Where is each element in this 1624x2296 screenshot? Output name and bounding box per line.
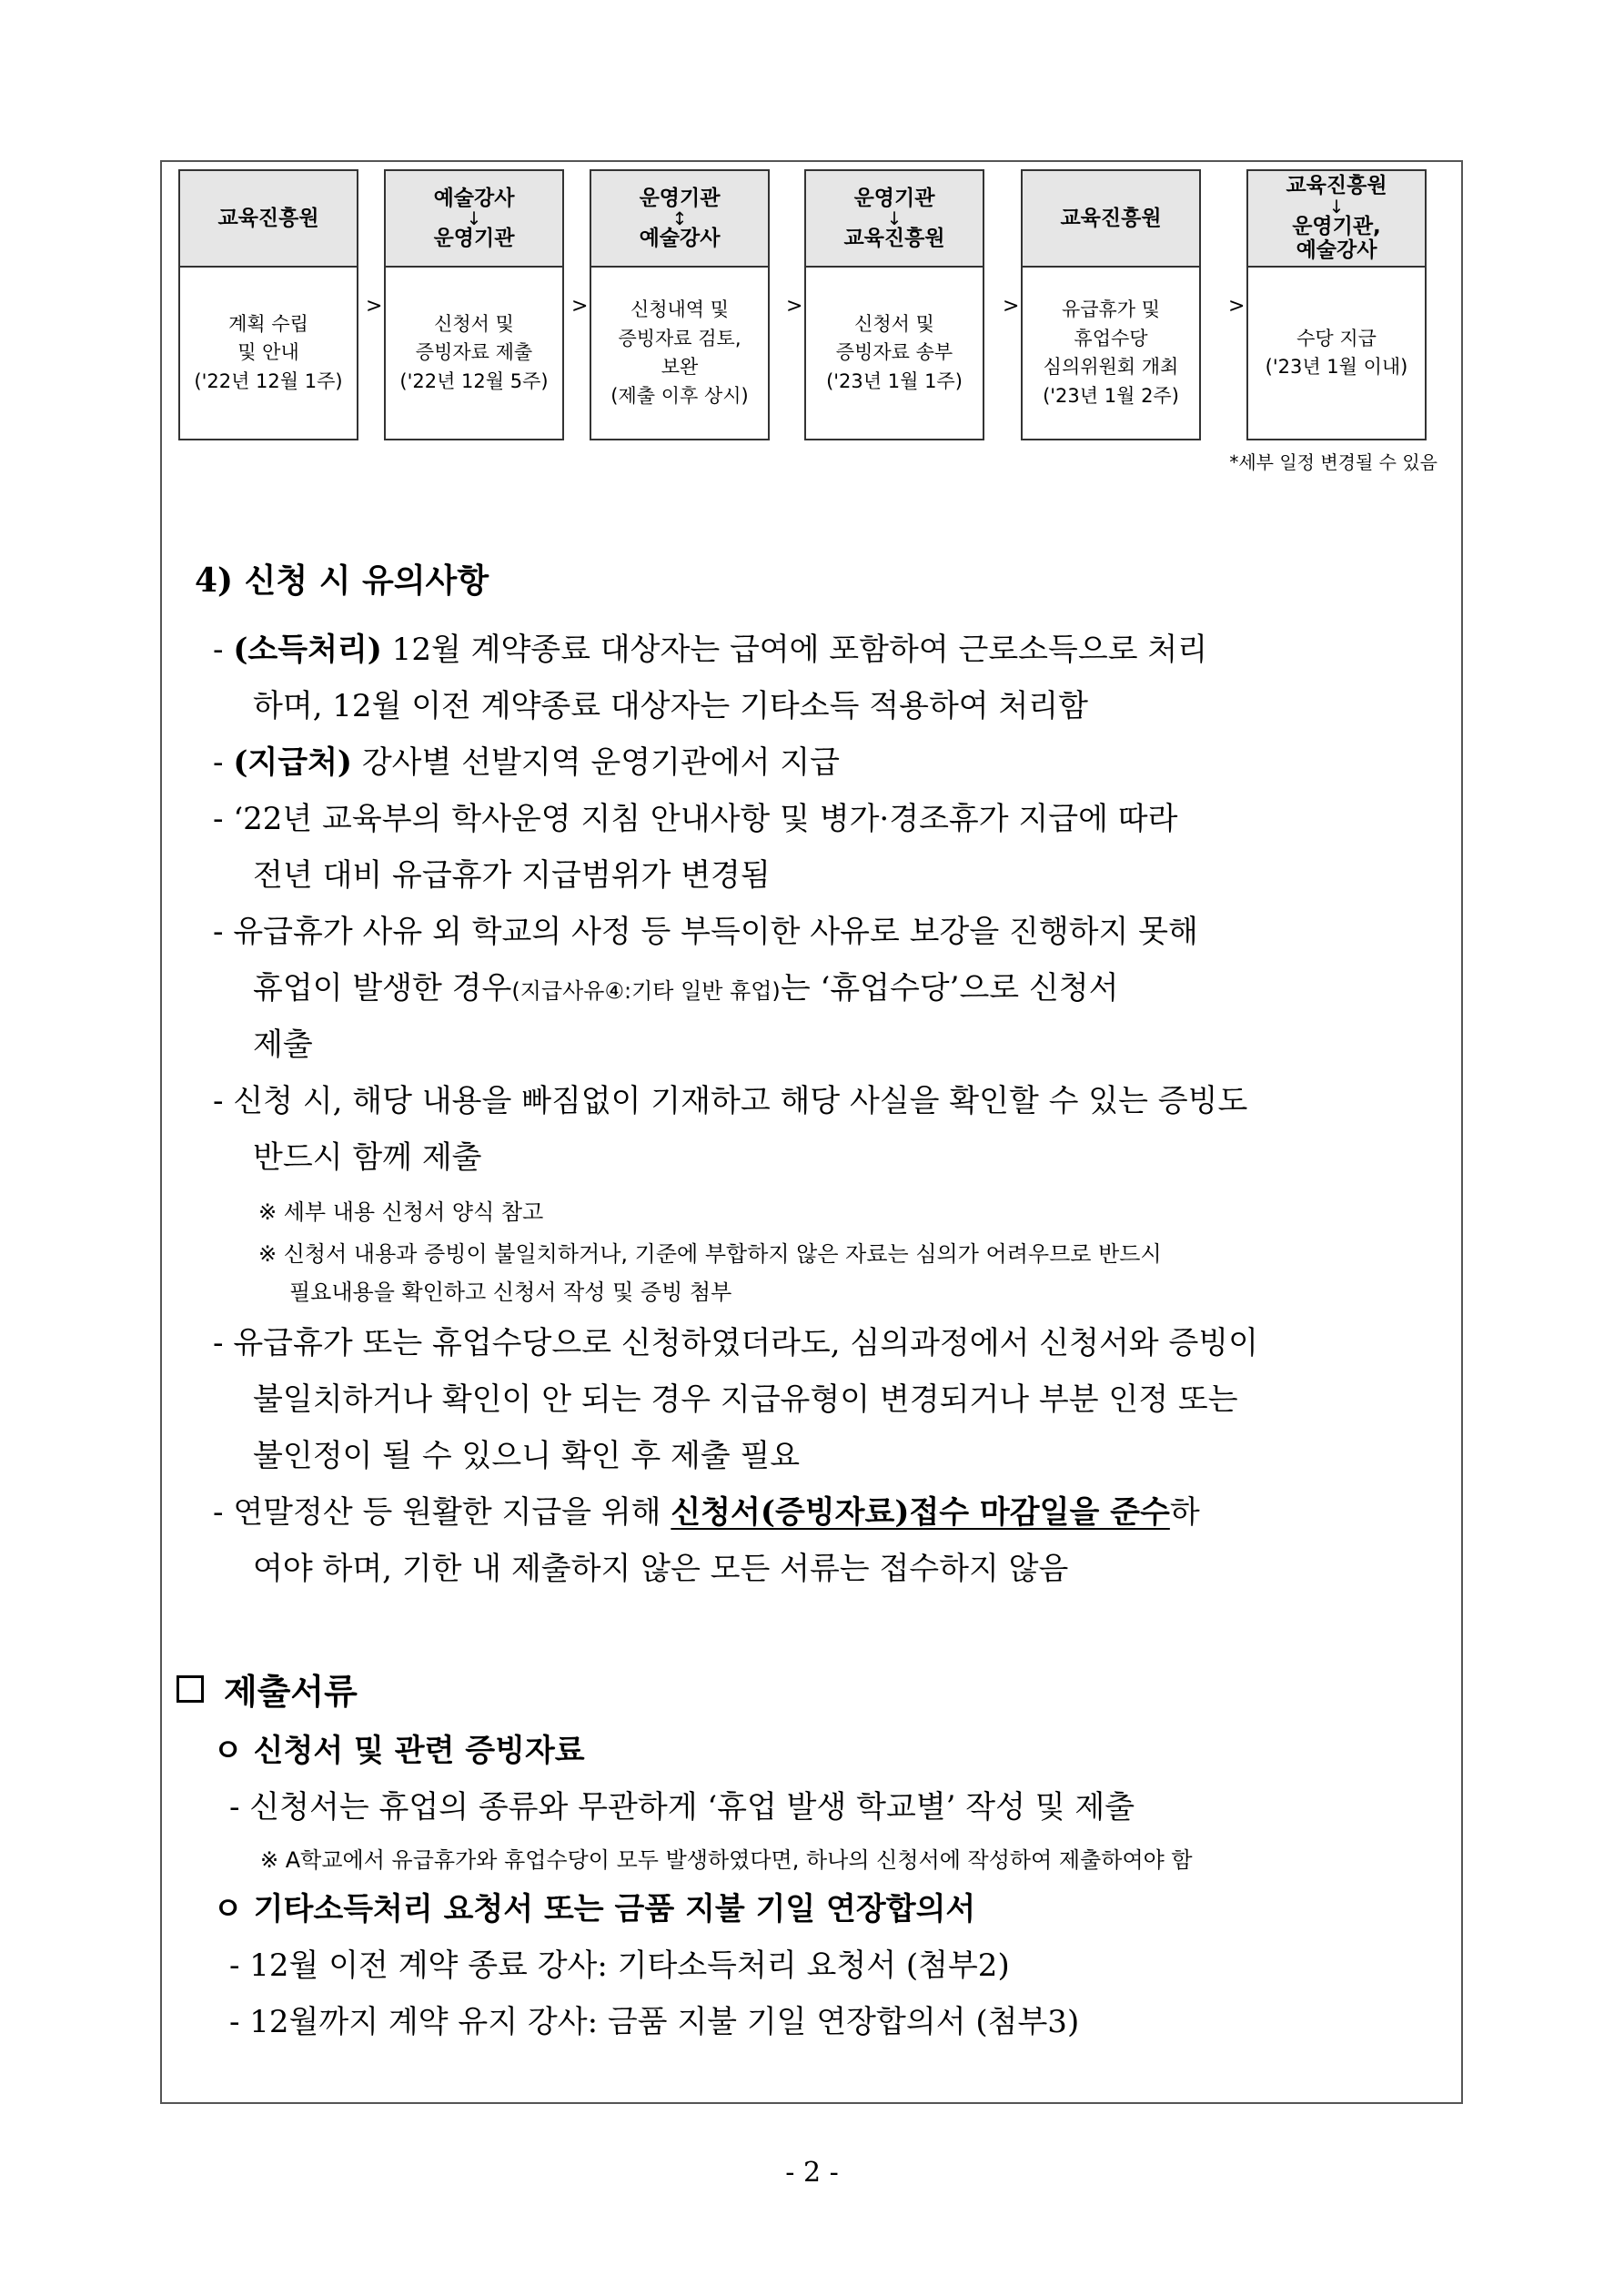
step-head-label: 운영기관 xyxy=(433,227,515,250)
item-text: 강사별 선발지역 운영기관에서 지급 xyxy=(352,744,840,781)
docs-subheading: ㅇ 신청서 및 관련 증빙자료 xyxy=(213,1733,585,1769)
step-body-line: ('23년 1월 1주) xyxy=(826,369,963,392)
step-head-label: 예술강사 xyxy=(1296,238,1377,263)
content-frame xyxy=(160,160,1463,2104)
item-text: 하 xyxy=(1169,1494,1200,1531)
step-body-line: 및 안내 xyxy=(237,341,299,364)
docs-item: - 12월까지 계약 유지 강사: 금품 지불 기일 연장합의서 (첨부3) xyxy=(229,2004,1080,2040)
step-body-line: 증빙자료 제출 xyxy=(415,341,533,364)
flow-arrow-icon: ↓ xyxy=(466,207,482,229)
step-head-label: 교육진흥원 xyxy=(217,206,319,230)
step-body-line: 심의위원회 개최 xyxy=(1043,356,1179,378)
dash: - xyxy=(213,632,224,668)
docs-note: ※ A학교에서 유급휴가와 휴업수당이 모두 발생하였다면, 하나의 신청서에 작성하여 제출하여야 함 xyxy=(260,1847,1193,1873)
list-item xyxy=(213,794,1177,838)
step-body-line: 수당 지급 xyxy=(1296,327,1377,349)
flow-arrow-icon: ↓ xyxy=(1328,195,1345,217)
step-body-line: 신청서 및 xyxy=(854,312,934,335)
list-item-cont xyxy=(253,963,1118,1007)
dash: - xyxy=(213,1083,224,1119)
step-head xyxy=(590,169,770,268)
step-body-line: ('22년 12월 1주) xyxy=(194,369,343,392)
flow-step-1 xyxy=(178,169,358,440)
dash: - xyxy=(213,1325,224,1361)
step-body-line: 신청내역 및 xyxy=(630,298,730,320)
item-text: 는 ‘휴업수당’으로 신청서 xyxy=(780,970,1119,1006)
list-item-cont: 하며, 12월 이전 계약종료 대상자는 기타소득 적용하여 처리함 xyxy=(253,688,1088,724)
list-item-cont: 제출 xyxy=(253,1027,313,1063)
item-text: 연말정산 등 원활한 지급을 위해 xyxy=(233,1494,671,1531)
step-body-line: 휴업수당 xyxy=(1074,327,1148,349)
list-item-cont: 전년 대비 유급휴가 지급범위가 변경됨 xyxy=(253,857,771,894)
step-body xyxy=(1021,268,1201,440)
list-item-cont: 불일치하거나 확인이 안 되는 경우 지급유형이 변경되거나 부분 인정 또는 xyxy=(253,1381,1238,1418)
flow-step-2 xyxy=(384,169,564,440)
list-item-cont: 반드시 함께 제출 xyxy=(253,1139,482,1176)
emphasis-deadline: 신청서(증빙자료)접수 마감일을 준수 xyxy=(671,1494,1170,1531)
flow-step-4 xyxy=(804,169,984,440)
item-text: 12월 계약종료 대상자는 급여에 포함하여 근로소득으로 처리 xyxy=(381,632,1208,668)
reference-note: ※ 세부 내용 신청서 양식 참고 xyxy=(258,1199,544,1225)
step-body-line: 계획 수립 xyxy=(228,312,308,335)
list-item xyxy=(213,906,1198,951)
item-text: ‘22년 교육부의 학사운영 지침 안내사항 및 병가·경조휴가 지급에 따라 xyxy=(233,801,1178,837)
checkbox-icon xyxy=(177,1675,204,1703)
flow-separator: > xyxy=(1228,295,1246,318)
docs-item: - 12월 이전 계약 종료 강사: 기타소득처리 요청서 (첨부2) xyxy=(229,1947,1010,1984)
docs-item: - 신청서는 휴업의 종류와 무관하게 ‘휴업 발생 학교별’ 작성 및 제출 xyxy=(229,1789,1135,1826)
step-head xyxy=(384,169,564,268)
step-body-line: ('23년 1월 이내) xyxy=(1265,356,1408,378)
flow-arrow-icon: ↓ xyxy=(886,207,903,229)
docs-title-text: 제출서류 xyxy=(224,1671,358,1712)
item-text: 유급휴가 또는 휴업수당으로 신청하였더라도, 심의과정에서 신청서와 증빙이 xyxy=(233,1325,1258,1361)
list-item xyxy=(213,1318,1258,1362)
step-head-label: 운영기관 xyxy=(639,186,721,210)
step-body-line: ('23년 1월 2주) xyxy=(1043,384,1179,407)
dash: - xyxy=(213,801,224,837)
section-heading: 4) 신청 시 유의사항 xyxy=(195,561,489,600)
step-body-line: 증빙자료 송부 xyxy=(835,341,953,364)
step-head xyxy=(804,169,984,268)
process-flow xyxy=(178,169,1448,442)
list-item xyxy=(213,1487,1200,1532)
item-label: (소득처리) xyxy=(233,632,382,668)
item-aside: (지급사유④:기타 일반 휴업) xyxy=(511,978,781,1004)
reference-note-cont: 필요내용을 확인하고 신청서 작성 및 증빙 첨부 xyxy=(289,1279,732,1305)
list-item xyxy=(213,624,1207,669)
item-label: (지급처) xyxy=(233,744,353,781)
dash: - xyxy=(213,1494,224,1531)
flow-step-5 xyxy=(1021,169,1201,440)
item-text: 신청 시, 해당 내용을 빠짐없이 기재하고 해당 사실을 확인할 수 있는 증빙도 xyxy=(233,1083,1248,1119)
step-body-line: ('22년 12월 5주) xyxy=(399,369,549,392)
docs-subheading: ㅇ 기타소득처리 요청서 또는 금품 지불 기일 연장합의서 xyxy=(213,1891,976,1927)
dash: - xyxy=(213,744,224,781)
flow-separator: > xyxy=(571,295,589,318)
step-head-label: 예술강사 xyxy=(639,227,721,250)
list-item-cont: 불인정이 될 수 있으니 확인 후 제출 필요 xyxy=(253,1438,801,1474)
step-body xyxy=(590,268,770,440)
reference-note: ※ 신청서 내용과 증빙이 불일치하거나, 기준에 부합하지 않은 자료는 심의가 어려우므로 반드시 xyxy=(258,1241,1162,1267)
docs-section-title xyxy=(177,1664,358,1714)
page-number: - 2 - xyxy=(785,2157,839,2189)
step-body-line: 보완 xyxy=(661,356,699,378)
flow-separator: > xyxy=(1003,295,1020,318)
step-head-label: 교육진흥원 xyxy=(1060,206,1162,230)
step-head xyxy=(178,169,358,268)
flow-separator: > xyxy=(786,295,803,318)
step-body-line: 유급휴가 및 xyxy=(1061,298,1161,320)
step-head-label: 예술강사 xyxy=(433,186,515,210)
step-head xyxy=(1246,169,1427,268)
step-body xyxy=(1246,268,1427,440)
list-item xyxy=(213,1076,1247,1120)
step-body xyxy=(178,268,358,440)
step-head-label: 교육진흥원 xyxy=(1286,174,1387,198)
step-head-label: 운영기관, xyxy=(1292,214,1381,238)
item-text: 휴업이 발생한 경우 xyxy=(253,970,512,1006)
step-body-line: 증빙자료 검토, xyxy=(618,327,741,349)
schedule-note: *세부 일정 변경될 수 있음 xyxy=(1229,451,1437,473)
step-head-label: 교육진흥원 xyxy=(843,227,945,250)
dash: - xyxy=(213,914,224,950)
step-head-label: 운영기관 xyxy=(853,186,935,210)
item-text: 유급휴가 사유 외 학교의 사정 등 부득이한 사유로 보강을 진행하지 못해 xyxy=(233,914,1198,950)
step-body xyxy=(384,268,564,440)
step-body-line: (제출 이후 상시) xyxy=(610,384,749,407)
step-body xyxy=(804,268,984,440)
step-head xyxy=(1021,169,1201,268)
flow-arrow-icon: ↕ xyxy=(671,207,688,229)
step-body-line: 신청서 및 xyxy=(434,312,514,335)
list-item-cont: 여야 하며, 기한 내 제출하지 않은 모든 서류는 접수하지 않음 xyxy=(253,1551,1069,1587)
flow-separator: > xyxy=(366,295,383,318)
list-item xyxy=(213,737,840,782)
flow-step-3 xyxy=(590,169,770,440)
flow-step-6 xyxy=(1246,169,1427,440)
